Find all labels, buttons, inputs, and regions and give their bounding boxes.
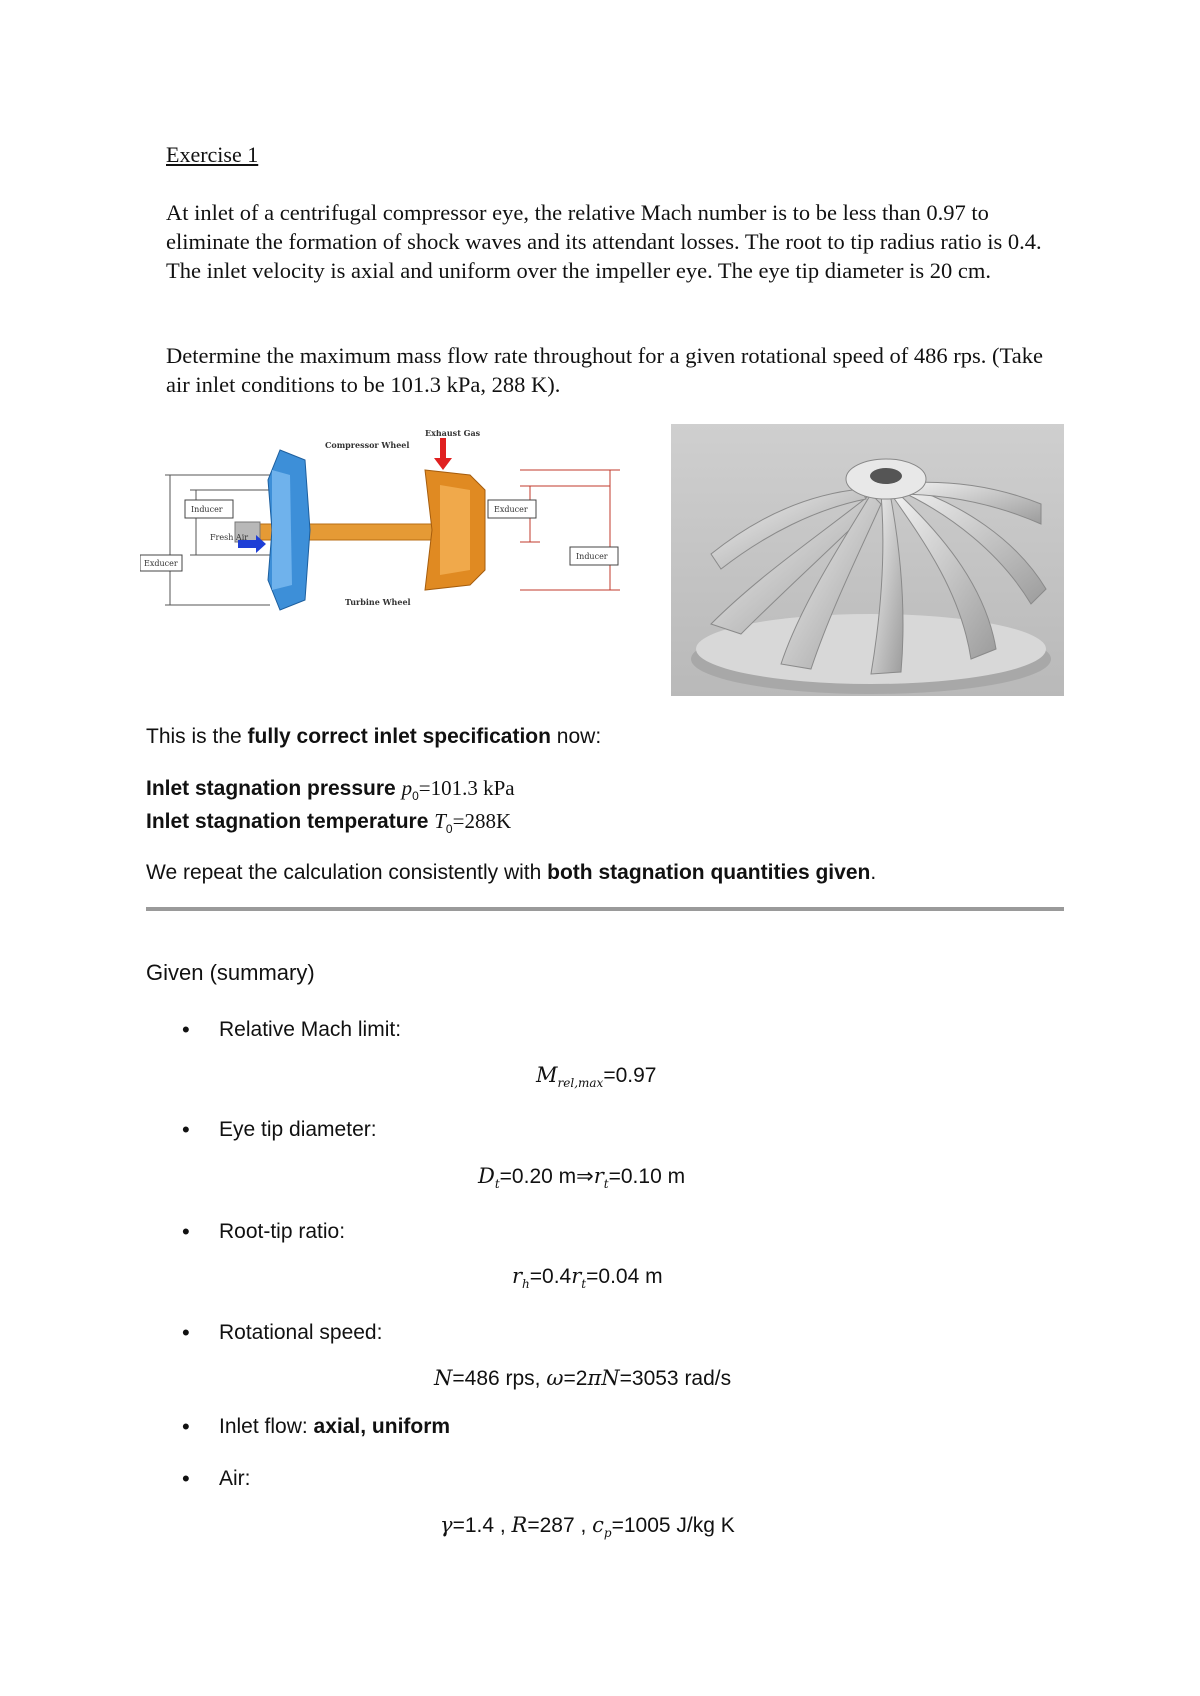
repeat-bold: both stagnation quantities given (547, 861, 871, 884)
exercise-title: Exercise 1 (166, 142, 259, 167)
eq-d-val: =0.20 m⇒ (499, 1165, 594, 1188)
label-exducer-right: Exducer (494, 505, 528, 514)
intro-prefix: This is the (146, 725, 248, 748)
eq-c-val: =1005 J/kg K (611, 1514, 735, 1537)
repeat-line (146, 860, 876, 886)
eq-r-val: =0.10 m (608, 1165, 686, 1188)
impeller-photo (671, 424, 1064, 696)
temperature-sub: 0 (445, 822, 453, 837)
eq-omega-val: =2 (563, 1367, 588, 1390)
eq-mach-value: =0.97 (603, 1064, 657, 1087)
pressure-symbol: p (401, 776, 413, 800)
eq-rh-sub: h (522, 1277, 530, 1292)
label-exhaust-gas: Exhaust Gas (425, 430, 481, 438)
spec-temperature (146, 808, 511, 842)
label-fresh-air: Fresh Air (210, 533, 249, 542)
equation-ratio (512, 1263, 663, 1297)
given-item-mach: Relative Mach limit: (219, 1018, 402, 1041)
inlet-flow-prefix: Inlet flow: (219, 1415, 314, 1438)
equation-mach (536, 1062, 656, 1096)
temperature-label: Inlet stagnation temperature (146, 810, 429, 833)
eq-c: c (592, 1513, 604, 1537)
spec-pressure (146, 775, 515, 809)
eq-speed-tail: =3053 rad/s (619, 1367, 732, 1390)
bullet-icon: • (182, 1320, 190, 1345)
eq-n2: N (601, 1366, 620, 1390)
eq-mach-sub: rel,max (557, 1076, 604, 1091)
bullet-icon: • (182, 1117, 190, 1142)
problem-statement: At inlet of a centrifugal compressor eye, the relative Mach number is to be less than 0.97 to eliminate the formation of shock waves and its attendant losses. The root to tip radius ratio is 0.4. The inlet velocity is axial and uniform over the impeller eye. The eye tip diameter is 20 cm. (166, 200, 1042, 283)
bullet-icon: • (182, 1466, 190, 1491)
eq-ratio-mid: =0.4 (529, 1265, 572, 1288)
repeat-prefix: We repeat the calculation consistently with (146, 861, 548, 884)
eq-mach-symbol: M (536, 1063, 558, 1087)
eq-rh: r (512, 1264, 523, 1288)
label-inducer-right: Inducer (576, 552, 608, 561)
eq-n: N (434, 1366, 453, 1390)
equation-speed (434, 1365, 731, 1392)
eq-R: R (511, 1513, 528, 1537)
eq-rt: r (571, 1264, 582, 1288)
eq-gamma: γ (440, 1513, 453, 1537)
temperature-symbol: T (434, 809, 446, 833)
intro-bold: fully correct inlet specification (247, 725, 551, 748)
bullet-icon: • (182, 1017, 190, 1042)
label-turbine-wheel: Turbine Wheel (345, 597, 411, 607)
eq-R-val: =287 , (527, 1514, 593, 1537)
turbocharger-diagram (140, 430, 645, 620)
eq-r-sub: t (603, 1177, 609, 1192)
eq-r: r (593, 1164, 604, 1188)
eq-d: D (478, 1164, 495, 1188)
eq-pi: π (587, 1366, 602, 1390)
eq-ratio-tail: =0.04 m (586, 1265, 663, 1288)
given-heading: Given (summary) (146, 960, 315, 985)
equation-diameter (478, 1163, 685, 1197)
given-item-inlet-flow (219, 1414, 450, 1440)
eq-d-sub: t (494, 1177, 500, 1192)
given-item-diameter: Eye tip diameter: (219, 1118, 377, 1141)
temperature-value: =288K (452, 809, 512, 833)
given-item-ratio: Root-tip ratio: (219, 1220, 346, 1243)
given-item-speed: Rotational speed: (219, 1321, 383, 1344)
repeat-suffix: . (870, 861, 877, 884)
inlet-flow-bold: axial, uniform (313, 1415, 451, 1438)
label-inducer-left: Inducer (191, 505, 223, 514)
label-exducer-left: Exducer (144, 559, 178, 568)
eq-omega: ω (546, 1366, 564, 1390)
problem-question: Determine the maximum mass flow rate throughout for a given rotational speed of 486 rps. (Take air inlet conditions to be 101.3 kPa, 288 K). (166, 343, 1043, 397)
eq-rt-sub: t (581, 1277, 587, 1292)
eq-gamma-val: =1.4 , (452, 1514, 512, 1537)
pressure-value: =101.3 kPa (418, 776, 515, 800)
bullet-icon: • (182, 1414, 190, 1439)
equation-air (440, 1512, 735, 1546)
pressure-sub: 0 (412, 789, 419, 804)
intro-line (146, 724, 601, 750)
eq-c-sub: p (603, 1526, 612, 1541)
label-compressor-wheel: Compressor Wheel (325, 440, 410, 450)
eq-n-val: =486 rps, (452, 1367, 547, 1390)
given-item-air: Air: (219, 1467, 251, 1490)
bullet-icon: • (182, 1219, 190, 1244)
intro-suffix: now: (550, 725, 602, 748)
pressure-label: Inlet stagnation pressure (146, 777, 396, 800)
horizontal-divider (146, 907, 1064, 911)
